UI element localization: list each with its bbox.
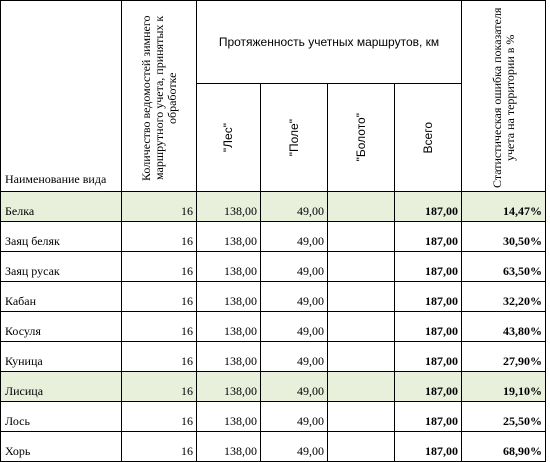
cell-forest: 138,00 — [197, 432, 261, 462]
table-row — [1, 432, 546, 462]
header-swamp-text: "Болото" — [353, 113, 368, 162]
cell-forest: 138,00 — [197, 402, 261, 432]
cell-total: 187,00 — [395, 402, 462, 432]
header-forest-text: "Лес" — [221, 122, 235, 153]
header-route-length: Протяженность учетных маршрутов, км — [197, 1, 462, 84]
cell-error: 27,90% — [462, 342, 546, 372]
cell-species: Кабан — [1, 282, 122, 312]
cell-species: Заяц беляк — [1, 222, 122, 252]
table-body — [1, 192, 546, 462]
cell-species: Лисица — [1, 372, 122, 402]
cell-forest: 138,00 — [197, 342, 261, 372]
header-stat-error-text: Статистическая ошибка показателя учета на территории в % — [489, 7, 517, 189]
cell-error: 30,50% — [462, 222, 546, 252]
table-row — [1, 282, 546, 312]
table-row — [1, 252, 546, 282]
header-record-count — [122, 1, 197, 192]
cell-error: 25,50% — [462, 402, 546, 432]
cell-swamp — [328, 432, 395, 462]
cell-count: 16 — [122, 282, 197, 312]
header-total-text: Всего — [420, 121, 435, 154]
cell-error: 19,10% — [462, 372, 546, 402]
cell-error: 43,80% — [462, 312, 546, 342]
header-field — [261, 84, 328, 192]
cell-field: 49,00 — [261, 342, 328, 372]
cell-field: 49,00 — [261, 312, 328, 342]
cell-swamp — [328, 342, 395, 372]
cell-count: 16 — [122, 372, 197, 402]
cell-species: Лось — [1, 402, 122, 432]
cell-count: 16 — [122, 432, 197, 462]
table-row — [1, 402, 546, 432]
cell-total: 187,00 — [395, 222, 462, 252]
cell-count: 16 — [122, 222, 197, 252]
cell-total: 187,00 — [395, 372, 462, 402]
cell-swamp — [328, 372, 395, 402]
table-row — [1, 342, 546, 372]
cell-count: 16 — [122, 192, 197, 222]
cell-error: 63,50% — [462, 252, 546, 282]
cell-count: 16 — [122, 312, 197, 342]
header-record-count-text: Количество ведомостей зимнего маршрутного учета, принятых к обработке — [138, 15, 179, 181]
cell-error: 14,47% — [462, 192, 546, 222]
header-species-name: Наименование вида — [1, 1, 122, 192]
cell-total: 187,00 — [395, 312, 462, 342]
cell-total: 187,00 — [395, 342, 462, 372]
cell-forest: 138,00 — [197, 372, 261, 402]
cell-species: Белка — [1, 192, 122, 222]
cell-forest: 138,00 — [197, 312, 261, 342]
cell-total: 187,00 — [395, 252, 462, 282]
cell-species: Куница — [1, 342, 122, 372]
cell-count: 16 — [122, 252, 197, 282]
header-swamp — [328, 84, 395, 192]
cell-total: 187,00 — [395, 282, 462, 312]
cell-swamp — [328, 222, 395, 252]
cell-field: 49,00 — [261, 432, 328, 462]
header-stat-error — [462, 1, 546, 192]
cell-species: Заяц русак — [1, 252, 122, 282]
cell-total: 187,00 — [395, 432, 462, 462]
cell-error: 32,20% — [462, 282, 546, 312]
cell-count: 16 — [122, 402, 197, 432]
table-row — [1, 312, 546, 342]
cell-swamp — [328, 252, 395, 282]
cell-field: 49,00 — [261, 282, 328, 312]
table-row — [1, 372, 546, 402]
cell-forest: 138,00 — [197, 222, 261, 252]
header-total — [395, 84, 462, 192]
cell-field: 49,00 — [261, 372, 328, 402]
header-field-text: "Поле" — [286, 118, 301, 157]
header-forest — [197, 84, 261, 192]
cell-swamp — [328, 192, 395, 222]
cell-forest: 138,00 — [197, 192, 261, 222]
cell-error: 68,90% — [462, 432, 546, 462]
cell-species: Хорь — [1, 432, 122, 462]
cell-swamp — [328, 282, 395, 312]
cell-species: Косуля — [1, 312, 122, 342]
cell-field: 49,00 — [261, 192, 328, 222]
cell-field: 49,00 — [261, 402, 328, 432]
cell-count: 16 — [122, 342, 197, 372]
cell-field: 49,00 — [261, 222, 328, 252]
cell-swamp — [328, 312, 395, 342]
cell-total: 187,00 — [395, 192, 462, 222]
cell-forest: 138,00 — [197, 282, 261, 312]
cell-swamp — [328, 402, 395, 432]
table-row — [1, 222, 546, 252]
table-row — [1, 192, 546, 222]
cell-field: 49,00 — [261, 252, 328, 282]
cell-forest: 138,00 — [197, 252, 261, 282]
